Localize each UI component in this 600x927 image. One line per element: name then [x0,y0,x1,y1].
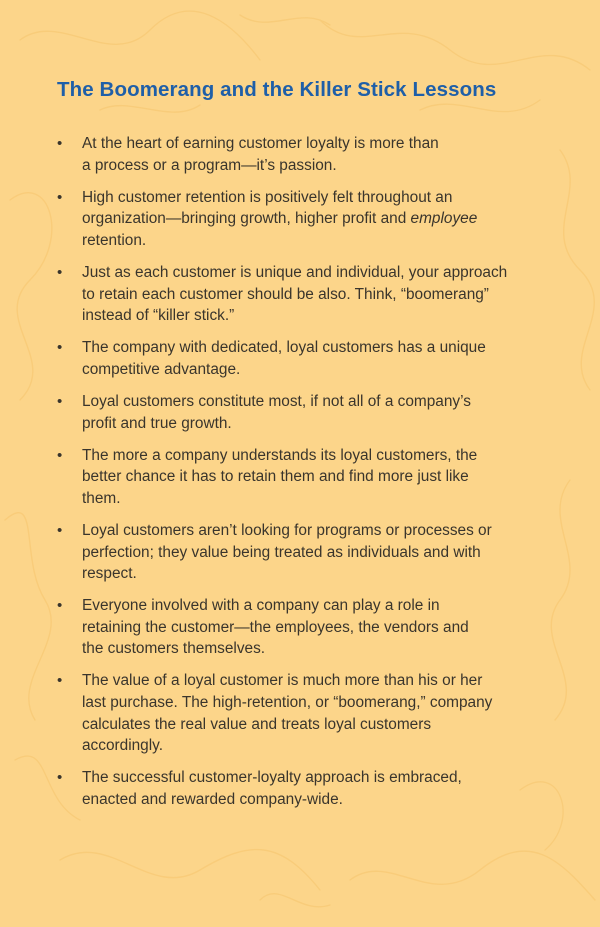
lesson-text: High customer retention is positively felt throughout an organization—bringing growth, higher profit and employee retention. [82,188,478,249]
bullet-icon: • [57,672,63,690]
list-item [0,187,600,252]
bullet-icon: • [57,769,63,787]
bullet-icon: • [57,597,63,615]
list-item [0,520,600,585]
list-item [0,337,600,380]
lesson-text: The company with dedicated, loyal customers has a unique competitive advantage. [82,339,486,378]
lessons-list [0,133,600,821]
lesson-text: Loyal customers aren’t looking for programs or processes or perfection; they value being treated as individuals and with respect. [82,521,492,583]
emphasis-text: employee [410,210,478,228]
bullet-icon: • [57,135,63,152]
lesson-text: At the heart of earning customer loyalty is more than a process or a program—it’s passion. [82,135,439,174]
list-item [0,391,600,434]
bullet-icon: • [57,392,63,410]
page-title: The Boomerang and the Killer Stick Lessons [57,78,497,101]
list-item [0,767,600,810]
list-item [0,670,600,756]
list-item [0,445,600,510]
bullet-icon: • [57,339,63,357]
lesson-text: The successful customer-loyalty approach is embraced, enacted and rewarded company-wide. [82,769,462,808]
bullet-icon: • [57,521,63,539]
lesson-text: Just as each customer is unique and individual, your approach to retain each customer should be also. Think, “boomerang” instead of “killer stick.” [82,263,508,325]
list-item [0,595,600,660]
lesson-text: The more a company understands its loyal customers, the better chance it has to retain them and find more just like them. [82,446,478,507]
bullet-icon: • [57,263,63,281]
list-item [0,133,600,176]
lesson-text: The value of a loyal customer is much more than his or her last purchase. The high-retention, or “boomerang,” company calculates the real value and treats loyal customers accordingly. [82,672,493,755]
bullet-icon: • [57,188,63,206]
list-item [0,262,600,327]
bullet-icon: • [57,446,63,464]
lesson-text: Everyone involved with a company can play a role in retaining the customer—the employees, the vendors and the customers themselves. [82,597,469,658]
lesson-text: Loyal customers constitute most, if not all of a company’s profit and true growth. [82,392,471,432]
